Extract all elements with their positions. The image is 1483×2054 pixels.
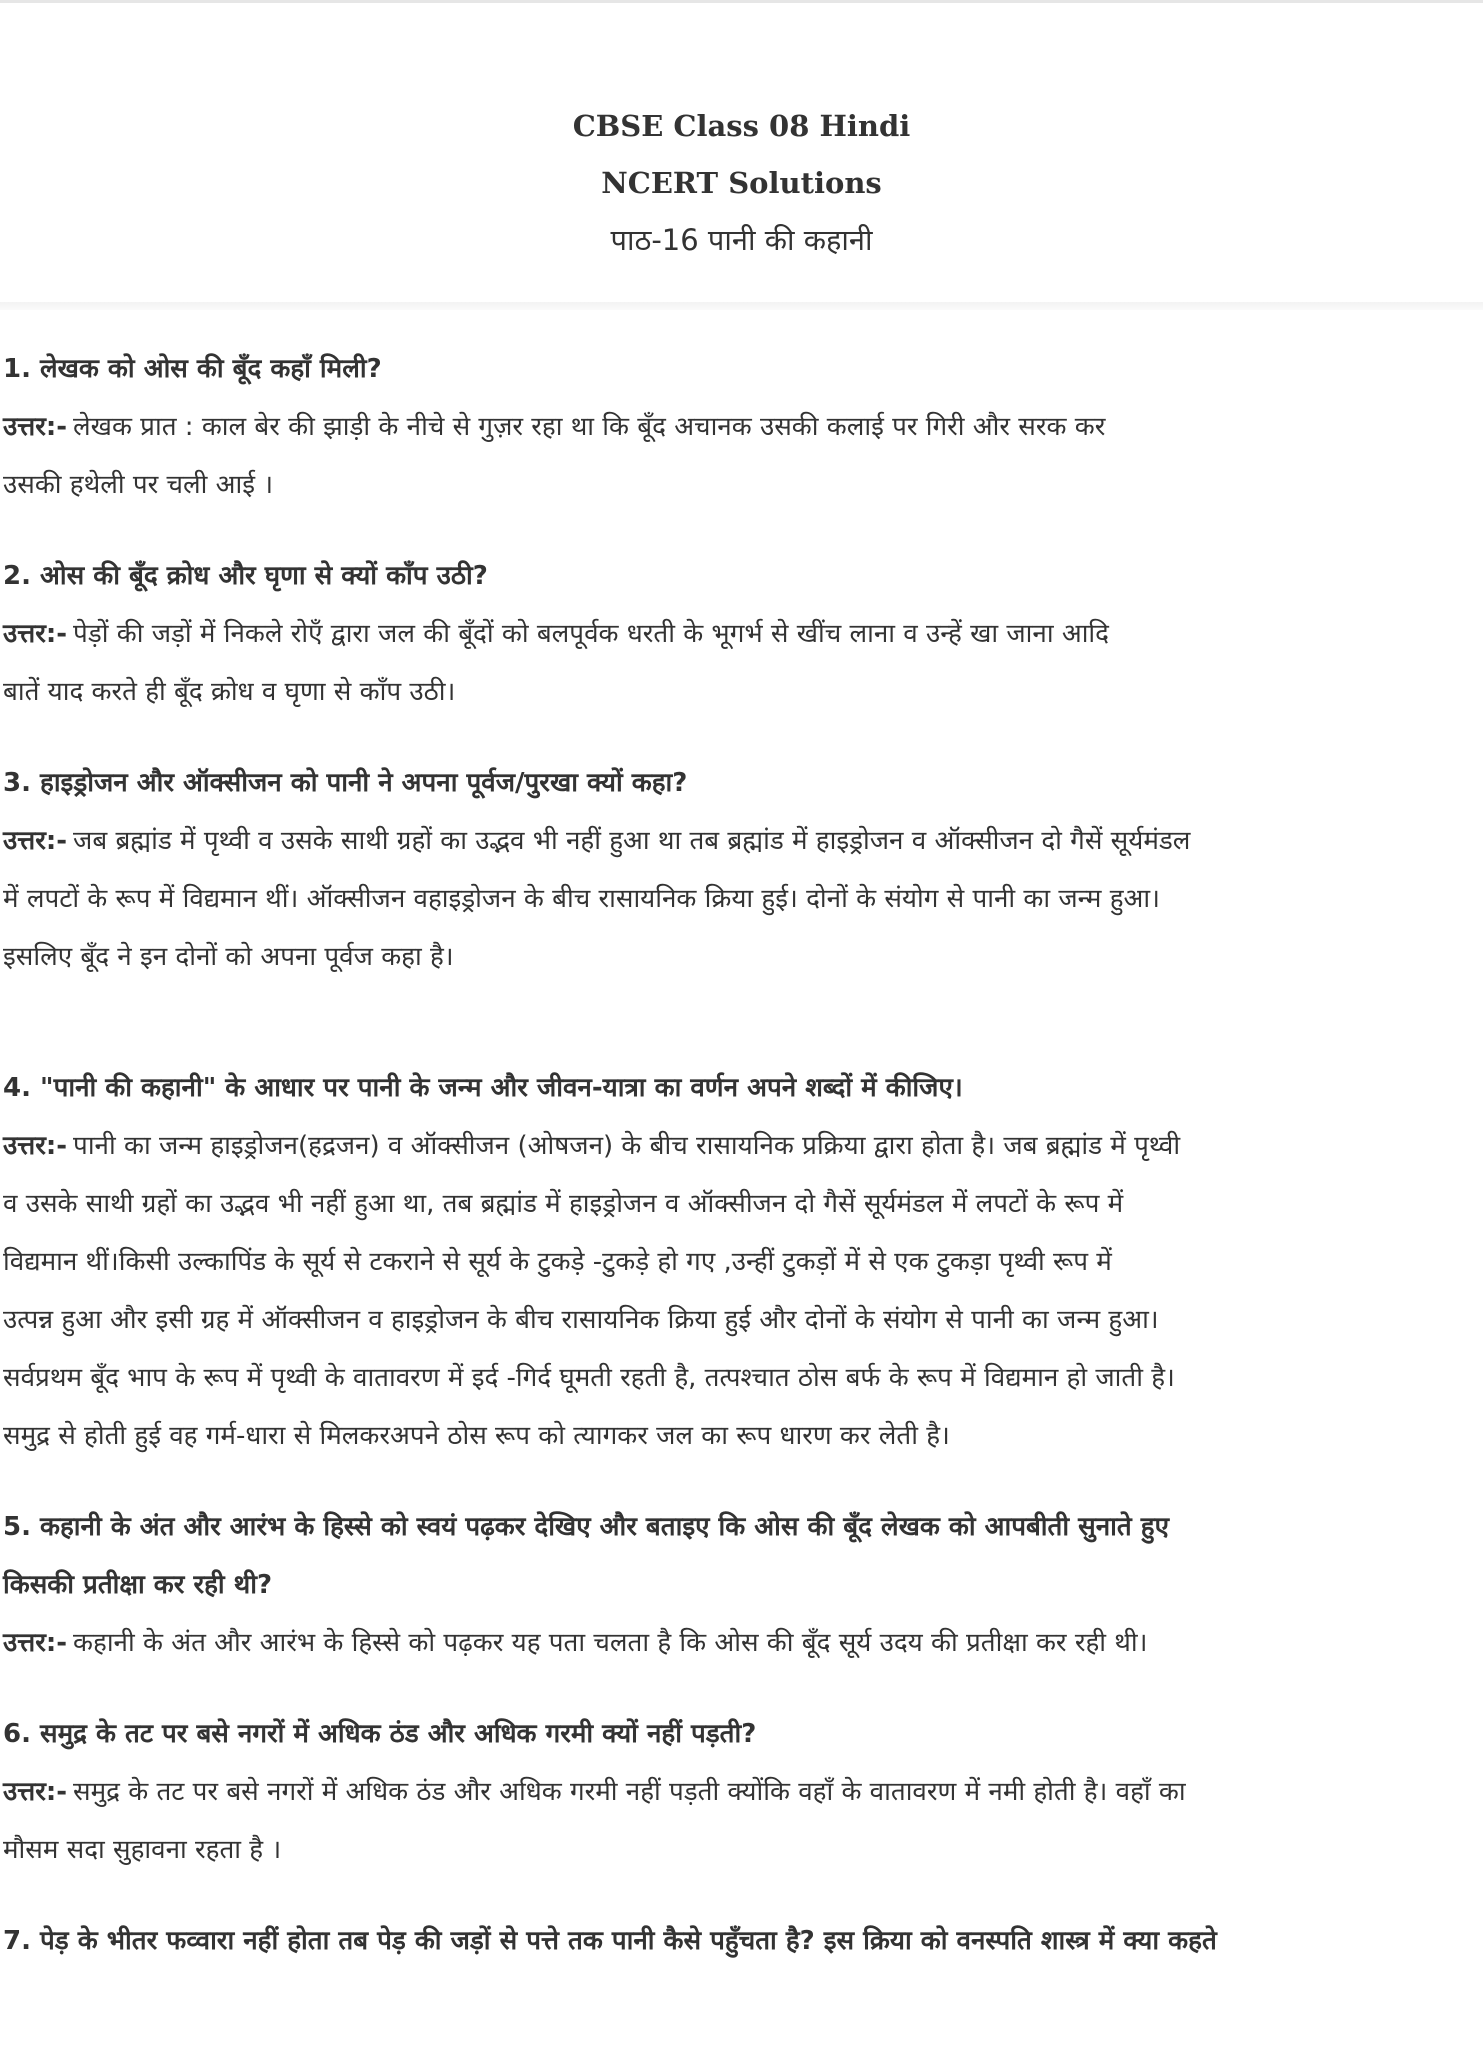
- qa-item: [3, 754, 1481, 986]
- answer: [3, 812, 1481, 986]
- answer-text: लेखक प्रात : काल बेर की झाड़ी के नीचे से गुज़र रहा था कि बूँद अचानक उसकी कलाई पर गिरी और सरक कर: [73, 412, 1106, 442]
- question-line: 2. ओस की बूँद क्रोध और घृणा से क्यों काँप उठी?: [3, 561, 488, 591]
- answer: [3, 1763, 1481, 1879]
- answer-text: समुद्र के तट पर बसे नगरों में अधिक ठंड और अधिक गरमी नहीं पड़ती क्योंकि वहाँ के वातावरण में नमी होती है। वहाँ का: [73, 1777, 1186, 1807]
- qa-item: [3, 340, 1481, 514]
- question-line: किसकी प्रतीक्षा कर रही थी?: [3, 1570, 273, 1600]
- answer-label: उत्तर:-: [3, 412, 68, 442]
- answer-line: [3, 928, 1481, 986]
- answer-label: उत्तर:-: [3, 619, 68, 649]
- answer-text: बातें याद करते ही बूँद क्रोध व घृणा से काँप उठी।: [3, 677, 456, 707]
- answer-line: [3, 1117, 1481, 1175]
- answer-text: इसलिए बूँद ने इन दोनों को अपना पूर्वज कहा है।: [3, 942, 454, 972]
- answer-text: समुद्र से होती हुई वह गर्म-धारा से मिलकरअपने ठोस रूप को त्यागकर जल का रूप धारण कर लेती है।: [3, 1421, 950, 1451]
- question: [3, 1705, 1481, 1763]
- qa-item: [3, 1705, 1481, 1879]
- answer-text: जब ब्रह्मांड में पृथ्वी व उसके साथी ग्रहों का उद्भव भी नहीं हुआ था तब ब्रह्मांड में हाइड्रोजन व ऑक्सीजन दो गैसें सूर्यमंडल: [73, 826, 1191, 856]
- question: [3, 754, 1481, 812]
- answer: [3, 1614, 1481, 1672]
- answer-line: [3, 1291, 1481, 1349]
- answer-label: उत्तर:-: [3, 1777, 68, 1807]
- answer-line: [3, 812, 1481, 870]
- answer: [3, 1117, 1481, 1465]
- answer-text: उसकी हथेली पर चली आई ।: [3, 470, 274, 500]
- answer-text: में लपटों के रूप में विद्यमान थीं। ऑक्सीजन वहाइड्रोजन के बीच रासायनिक क्रिया हुई। दोनों के संयोग से पानी का जन्म हुआ।: [3, 884, 1160, 914]
- answer-line: [3, 1614, 1481, 1672]
- question: [3, 1059, 1481, 1117]
- question: [3, 340, 1481, 398]
- answer-line: [3, 1233, 1481, 1291]
- answer-text: सर्वप्रथम बूँद भाप के रूप में पृथ्वी के वातावरण में इर्द -गिर्द घूमती रहती है, तत्पश्चात ठोस बर्फ के रूप में विद्यमान हो जाती है।: [3, 1363, 1175, 1393]
- answer-line: [3, 1349, 1481, 1407]
- answer-line: [3, 1407, 1481, 1465]
- header-title: CBSE Class 08 Hindi: [572, 109, 911, 143]
- answer: [3, 605, 1481, 721]
- question-line: 6. समुद्र के तट पर बसे नगरों में अधिक ठंड और अधिक गरमी क्यों नहीं पड़ती?: [3, 1719, 757, 1749]
- answer-line: [3, 663, 1481, 721]
- question-line: 4. "पानी की कहानी" के आधार पर पानी के जन्म और जीवन-यात्रा का वर्णन अपने शब्दों में कीजिए।: [3, 1073, 963, 1103]
- chapter-title: पाठ-16 पानी की कहानी: [610, 223, 873, 257]
- answer-line: [3, 605, 1481, 663]
- qa-item: [3, 1059, 1481, 1465]
- answer-text: व उसके साथी ग्रहों का उद्भव भी नहीं हुआ था, तब ब्रह्मांड में हाइड्रोजन व ऑक्सीजन दो गैसें सूर्यमंडल में लपटों के रूप में: [3, 1189, 1124, 1219]
- document-header: [0, 98, 1483, 269]
- qa-item: [3, 547, 1481, 721]
- answer-text: कहानी के अंत और आरंभ के हिस्से को पढ़कर यह पता चलता है कि ओस की बूँद सूर्य उदय की प्रतीक्षा कर रही थी।: [73, 1628, 1148, 1658]
- header-divider: [0, 302, 1483, 310]
- qa-item: [3, 1912, 1481, 1970]
- answer-text: मौसम सदा सुहावना रहता है ।: [3, 1835, 282, 1865]
- question-line: 3. हाइड्रोजन और ऑक्सीजन को पानी ने अपना पूर्वज/पुरखा क्यों कहा?: [3, 768, 688, 798]
- answer-label: उत्तर:-: [3, 1131, 68, 1161]
- qa-content: [3, 340, 1481, 2003]
- qa-item: [3, 1498, 1481, 1672]
- answer-line: [3, 456, 1481, 514]
- answer-label: उत्तर:-: [3, 1628, 68, 1658]
- question: [3, 1498, 1481, 1614]
- answer-line: [3, 1821, 1481, 1879]
- answer-line: [3, 1763, 1481, 1821]
- top-border: [0, 0, 1483, 3]
- answer-text: पानी का जन्म हाइड्रोजन(हद्रजन) व ऑक्सीजन (ओषजन) के बीच रासायनिक प्रक्रिया द्वारा होता है। जब ब्रह्मांड में पृथ्वी: [73, 1131, 1181, 1161]
- answer-text: पेड़ों की जड़ों में निकले रोएँ द्वारा जल की बूँदों को बलपूर्वक धरती के भूगर्भ से खींच लाना व उन्हें खा जाना आदि: [73, 619, 1109, 649]
- question-line: 7. पेड़ के भीतर फव्वारा नहीं होता तब पेड़ की जड़ों से पत्ते तक पानी कैसे पहुँचता है? इस क्रिया को वनस्पति शास्त्र में क्या कहते: [3, 1926, 1217, 1956]
- answer-text: विद्यमान थीं।किसी उल्कापिंड के सूर्य से टकराने से सूर्य के टुकड़े -टुकड़े हो गए ,उन्हीं टुकड़ों में से एक टुकड़ा पृथ्वी रूप में: [3, 1247, 1112, 1277]
- question: [3, 1912, 1481, 1970]
- answer-text: उत्पन्न हुआ और इसी ग्रह में ऑक्सीजन व हाइड्रोजन के बीच रासायनिक क्रिया हुई और दोनों के संयोग से पानी का जन्म हुआ।: [3, 1305, 1159, 1335]
- answer-line: [3, 1175, 1481, 1233]
- answer-line: [3, 398, 1481, 456]
- header-subtitle: NCERT Solutions: [601, 166, 882, 200]
- answer: [3, 398, 1481, 514]
- question-line: 1. लेखक को ओस की बूँद कहाँ मिली?: [3, 354, 382, 384]
- question: [3, 547, 1481, 605]
- answer-label: उत्तर:-: [3, 826, 68, 856]
- question-line: 5. कहानी के अंत और आरंभ के हिस्से को स्वयं पढ़कर देखिए और बताइए कि ओस की बूँद लेखक को आपबीती सुनाते हुए: [3, 1512, 1169, 1542]
- answer-line: [3, 870, 1481, 928]
